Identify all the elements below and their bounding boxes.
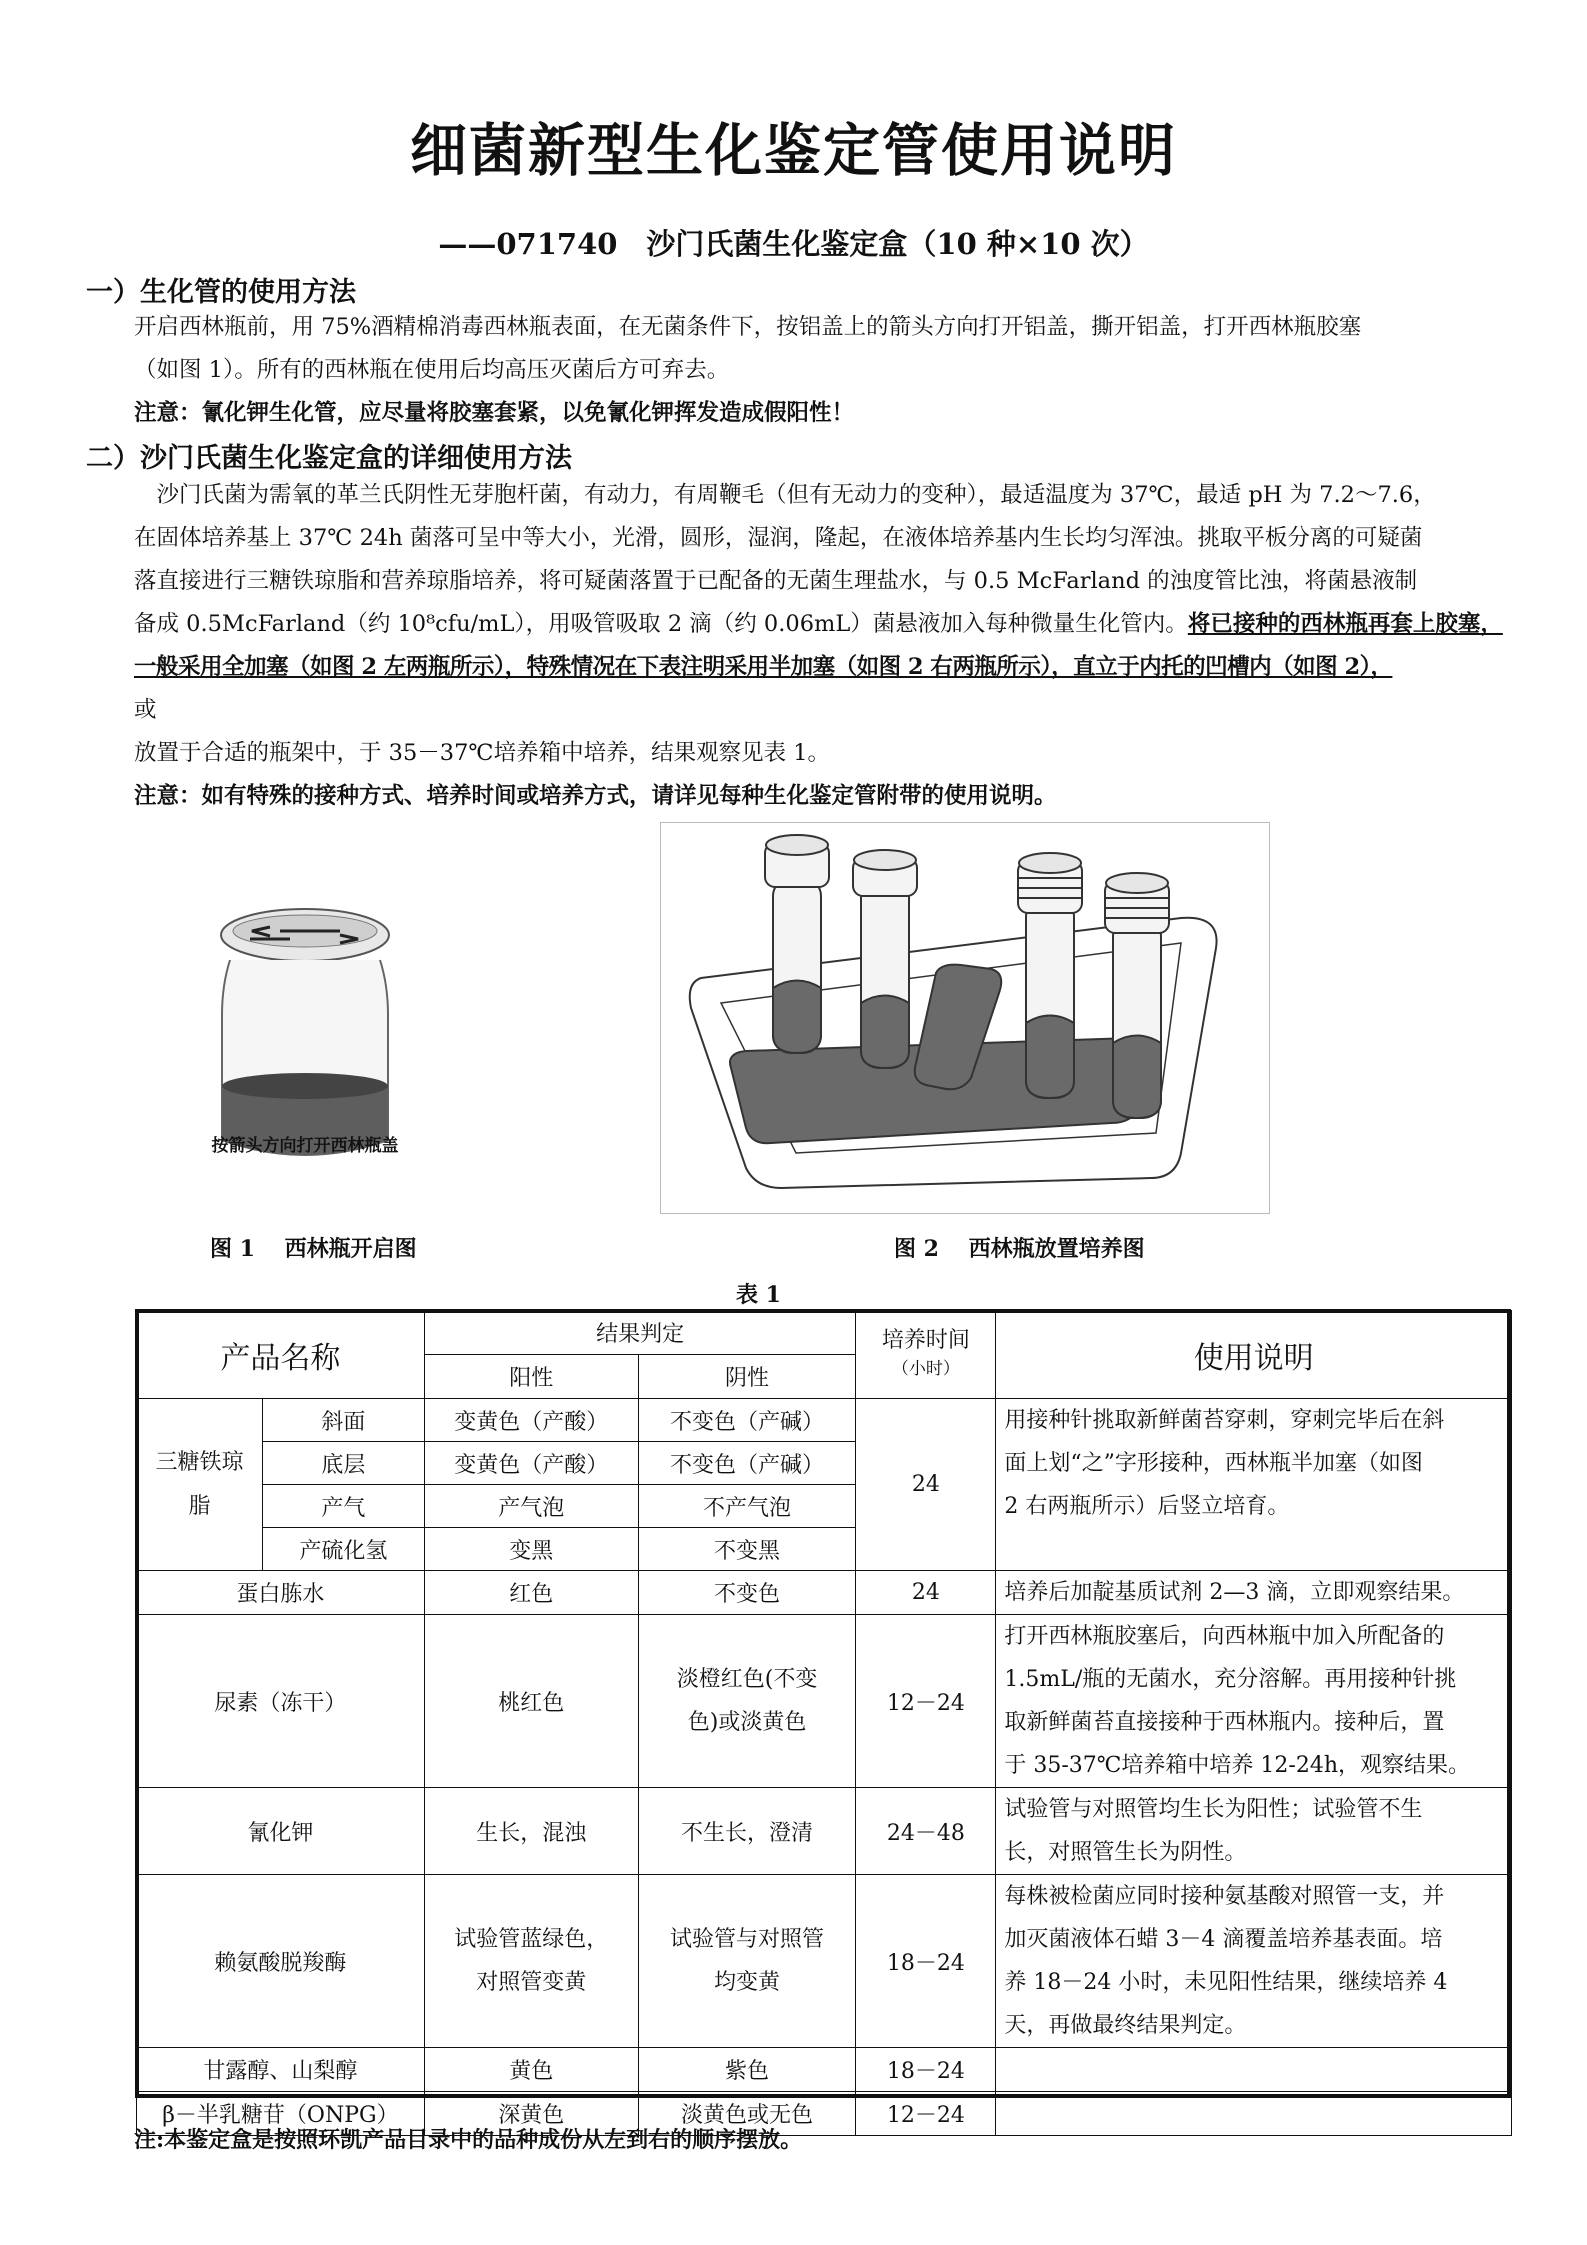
usage-line: 面上划“之”字形接种，西林瓶半加塞（如图 bbox=[1004, 1451, 1423, 1476]
header-time-unit: （小时） bbox=[891, 1358, 960, 1379]
row-neg: 不变色 bbox=[638, 1571, 856, 1615]
row-usage bbox=[996, 1875, 1512, 2048]
row-name: 甘露醇、山梨醇 bbox=[137, 2048, 425, 2092]
section2-underlined-line: 一般采用全加塞（如图 2 左两瓶所示），特殊情况在下表注明采用半加塞（如图 2 右两瓶所示），直立于内托的凹槽内（如图 2）， bbox=[134, 654, 1393, 680]
tsi-sub: 产气 bbox=[262, 1485, 424, 1528]
usage-line: 打开西林瓶胶塞后，向西林瓶中加入所配备的 bbox=[1004, 1624, 1445, 1649]
usage-line: 2 右两瓶所示）后竖立培育。 bbox=[1004, 1494, 1290, 1519]
usage-line: 用接种针挑取新鲜菌苔穿刺，穿刺完毕后在斜 bbox=[1004, 1408, 1445, 1433]
row-pos-line: 对照管变黄 bbox=[476, 1970, 587, 1995]
row-pos: 红色 bbox=[424, 1571, 638, 1615]
usage-line: 于 35-37℃培养箱中培养 12-24h，观察结果。 bbox=[1004, 1753, 1470, 1778]
row-time: 18－24 bbox=[856, 1875, 996, 2048]
row-neg: 不生长，澄清 bbox=[638, 1788, 856, 1875]
section1-line: （如图 1）。所有的西林瓶在使用后均高压灭菌后方可弃去。 bbox=[134, 357, 730, 383]
section1-body bbox=[134, 306, 1504, 435]
row-neg: 淡黄色或无色 bbox=[638, 2092, 856, 2136]
tsi-pos: 变黄色（产酸） bbox=[424, 1399, 638, 1442]
row-neg-line: 试验管与对照管 bbox=[670, 1927, 825, 1952]
row-pos bbox=[424, 1875, 638, 2048]
figure1-image bbox=[160, 845, 450, 1180]
vial-illustration bbox=[160, 845, 450, 1180]
header-time bbox=[856, 1311, 996, 1399]
row-name: β－半乳糖苷（ONPG） bbox=[137, 2092, 425, 2136]
row-time: 12－24 bbox=[856, 2092, 996, 2136]
row-name: 氰化钾 bbox=[137, 1788, 425, 1875]
row-neg: 紫色 bbox=[638, 2048, 856, 2092]
row-neg-line: 淡橙红色(不变 bbox=[676, 1667, 818, 1692]
table-row bbox=[137, 2048, 1512, 2092]
tsi-neg: 不变色（产碱） bbox=[638, 1399, 856, 1442]
results-table bbox=[136, 1310, 1512, 2136]
vial-rack-illustration bbox=[661, 823, 1269, 1213]
figure2-image bbox=[660, 822, 1270, 1214]
row-usage: 培养后加靛基质试剂 2—3 滴，立即观察结果。 bbox=[996, 1571, 1512, 1615]
section1-heading: 一）生化管的使用方法 bbox=[86, 277, 356, 308]
header-negative: 阴性 bbox=[638, 1355, 856, 1399]
row-pos-line: 试验管蓝绿色， bbox=[454, 1927, 609, 1952]
figure1-caption: 图 1 西林瓶开启图 bbox=[210, 1236, 417, 1262]
section2-text: 备成 0.5McFarland（约 10⁸cfu/mL），用吸管吸取 2 滴（约 0.06mL）菌悬液加入每种微量生化管内。 bbox=[134, 611, 1188, 637]
row-usage bbox=[996, 1788, 1512, 1875]
row-usage bbox=[996, 2092, 1512, 2136]
tsi-sub: 产硫化氢 bbox=[262, 1528, 424, 1571]
section2-line: 或 bbox=[134, 697, 157, 723]
usage-line: 天，再做最终结果判定。 bbox=[1004, 2013, 1247, 2038]
row-pos: 黄色 bbox=[424, 2048, 638, 2092]
row-pos: 生长，混浊 bbox=[424, 1788, 638, 1875]
tsi-time: 24 bbox=[856, 1399, 996, 1571]
section2-note: 注意：如有特殊的接种方式、培养时间或培养方式，请详见每种生化鉴定管附带的使用说明。 bbox=[134, 783, 1057, 809]
usage-line: 养 18－24 小时，未见阳性结果，继续培养 4 bbox=[1004, 1970, 1448, 1995]
row-neg-line: 均变黄 bbox=[714, 1970, 781, 1995]
tsi-pos: 变黄色（产酸） bbox=[424, 1442, 638, 1485]
row-time: 18－24 bbox=[856, 2048, 996, 2092]
tsi-name-line: 脂 bbox=[188, 1493, 211, 1519]
row-time: 24－48 bbox=[856, 1788, 996, 1875]
usage-line: 1.5mL/瓶的无菌水，充分溶解。再用接种针挑 bbox=[1004, 1667, 1457, 1692]
section1-line: 开启西林瓶前，用 75%酒精棉消毒西林瓶表面，在无菌条件下，按铝盖上的箭头方向打开铝盖，撕开铝盖，打开西林瓶胶塞 bbox=[134, 314, 1362, 340]
usage-line: 加灭菌液体石蜡 3－4 滴覆盖培养基表面。培 bbox=[1004, 1927, 1443, 1952]
section2-body bbox=[134, 474, 1504, 818]
section2-line: 沙门氏菌为需氧的革兰氏阴性无芽胞杆菌，有动力，有周鞭毛（但有无动力的变种），最适温度为 37℃，最适 pH 为 7.2～7.6， bbox=[134, 482, 1436, 508]
row-usage bbox=[996, 2048, 1512, 2092]
tsi-name-line: 三糖铁琼 bbox=[155, 1449, 244, 1475]
row-time: 24 bbox=[856, 1571, 996, 1615]
usage-line: 试验管与对照管均生长为阳性；试验管不生 bbox=[1004, 1797, 1423, 1822]
row-usage bbox=[996, 1615, 1512, 1788]
tsi-neg: 不变色（产碱） bbox=[638, 1442, 856, 1485]
tsi-neg: 不变黑 bbox=[638, 1528, 856, 1571]
header-time-label: 培养时间 bbox=[881, 1327, 970, 1353]
table-row bbox=[137, 1615, 1512, 1788]
usage-line: 取新鲜菌苔直接接种于西林瓶内。接种后，置 bbox=[1004, 1710, 1445, 1735]
page-subtitle: ——071740 沙门氏菌生化鉴定盒（10 种×10 次） bbox=[438, 227, 1149, 261]
header-product: 产品名称 bbox=[137, 1311, 425, 1399]
row-name: 蛋白胨水 bbox=[137, 1571, 425, 1615]
section2-line bbox=[134, 603, 1504, 646]
table-row bbox=[137, 1875, 1512, 2048]
row-time: 12－24 bbox=[856, 1615, 996, 1788]
table-row bbox=[137, 1571, 1512, 1615]
row-neg-line: 色)或淡黄色 bbox=[687, 1710, 807, 1735]
footnote: 注:本鉴定盒是按照环凯产品目录中的品种成份从左到右的顺序摆放。 bbox=[134, 2127, 803, 2153]
tsi-pos: 变黑 bbox=[424, 1528, 638, 1571]
figure1-label: 按箭头方向打开西林瓶盖 bbox=[211, 1136, 399, 1156]
tsi-sub: 斜面 bbox=[262, 1399, 424, 1442]
row-neg bbox=[638, 1875, 856, 2048]
section2-line: 落直接进行三糖铁琼脂和营养琼脂培养，将可疑菌落置于已配备的无菌生理盐水，与 0.5 McFarland 的浊度管比浊，将菌悬液制 bbox=[134, 568, 1418, 594]
section2-heading: 二）沙门氏菌生化鉴定盒的详细使用方法 bbox=[86, 443, 572, 474]
usage-line: 每株被检菌应同时接种氨基酸对照管一支，并 bbox=[1004, 1884, 1445, 1909]
table-row bbox=[137, 1399, 1512, 1442]
row-pos: 桃红色 bbox=[424, 1615, 638, 1788]
row-pos: 深黄色 bbox=[424, 2092, 638, 2136]
table-caption: 表 1 bbox=[736, 1282, 781, 1308]
header-positive: 阳性 bbox=[424, 1355, 638, 1399]
tsi-sub: 底层 bbox=[262, 1442, 424, 1485]
row-name: 尿素（冻干） bbox=[137, 1615, 425, 1788]
tsi-neg: 不产气泡 bbox=[638, 1485, 856, 1528]
tsi-name bbox=[137, 1399, 263, 1571]
tsi-usage bbox=[996, 1399, 1512, 1571]
figure2-caption: 图 2 西林瓶放置培养图 bbox=[894, 1236, 1145, 1262]
header-usage: 使用说明 bbox=[996, 1311, 1512, 1399]
row-neg bbox=[638, 1615, 856, 1788]
header-result: 结果判定 bbox=[424, 1311, 856, 1355]
tsi-pos: 产气泡 bbox=[424, 1485, 638, 1528]
section2-underlined-text: 将已接种的西林瓶再套上胶塞， bbox=[1187, 611, 1503, 637]
section2-line: 在固体培养基上 37℃ 24h 菌落可呈中等大小，光滑，圆形，湿润，隆起，在液体培养基内生长均匀浑浊。挑取平板分离的可疑菌 bbox=[134, 525, 1423, 551]
section2-line: 放置于合适的瓶架中，于 35－37℃培养箱中培养，结果观察见表 1。 bbox=[134, 740, 831, 766]
row-name: 赖氨酸脱羧酶 bbox=[137, 1875, 425, 2048]
page-title: 细菌新型生化鉴定管使用说明 bbox=[410, 118, 1177, 184]
section1-note: 注意：氰化钾生化管，应尽量将胶塞套紧，以免氰化钾挥发造成假阳性！ bbox=[134, 400, 855, 426]
table-row bbox=[137, 1788, 1512, 1875]
usage-line: 长，对照管生长为阴性。 bbox=[1004, 1840, 1247, 1865]
